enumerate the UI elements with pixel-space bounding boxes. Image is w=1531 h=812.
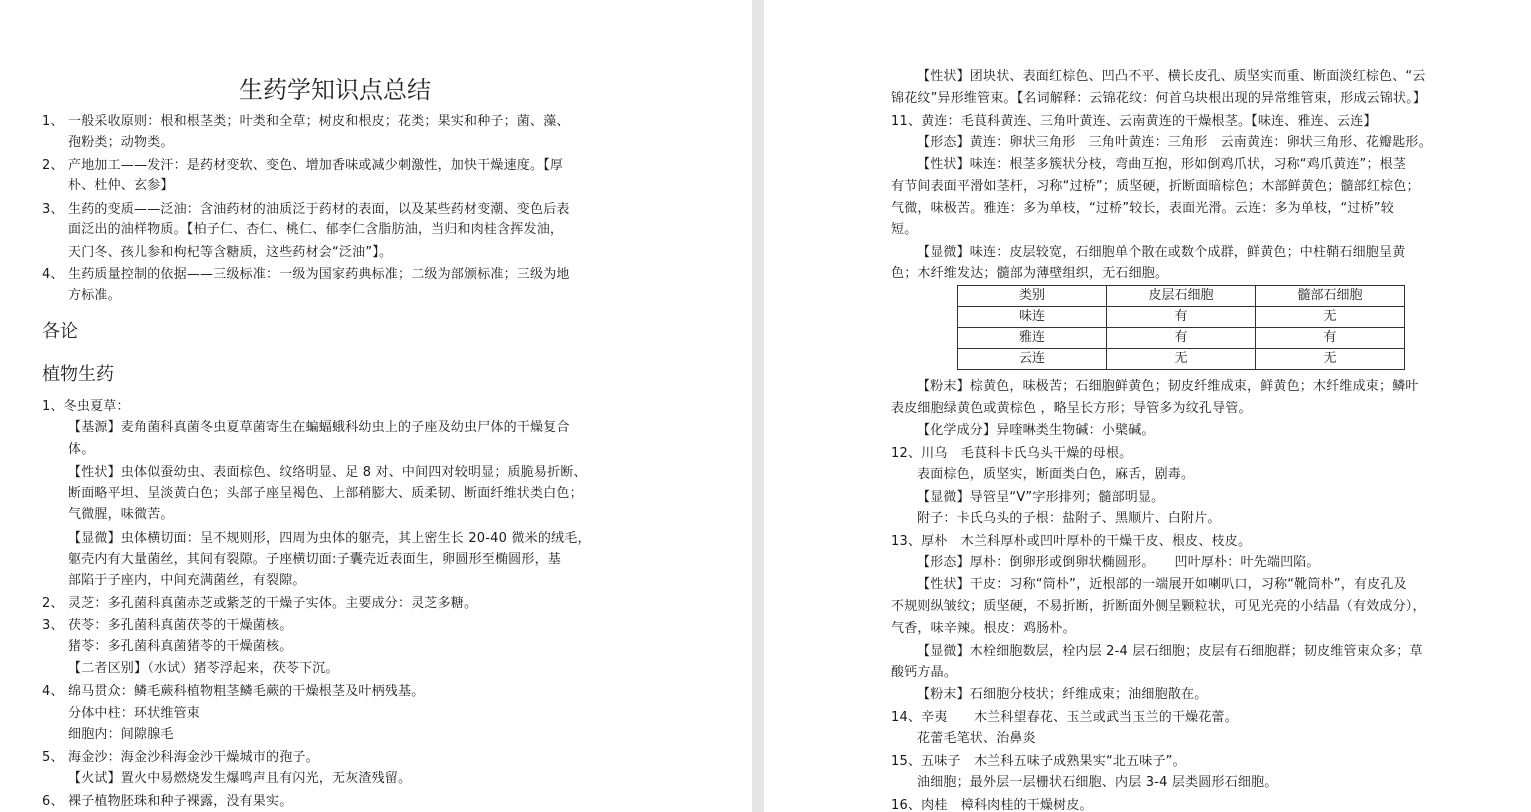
text-line: 12、川乌 毛茛科卡氏乌头干燥的母根。 [891, 446, 1133, 461]
text-line: 孢粉类；动物类。 [68, 135, 174, 150]
stone-cell-table [957, 285, 1405, 370]
text-line: 【化学成分】异喹啉类生物碱：小檗碱。 [917, 423, 1155, 438]
text-line: 短。 [891, 222, 918, 237]
text-line: 【性状】团块状、表面红棕色、凹凸不平、横长皮孔、质坚实而重、断面淡红棕色、“云 [917, 69, 1426, 84]
text-line: 【显微】味连：皮层较宽，石细胞单个散在或数个成群，鲜黄色；中柱鞘石细胞呈黄 [917, 245, 1406, 260]
text-line: 3、 茯苓：多孔菌科真菌茯苓的干燥菌核。 [42, 618, 293, 633]
text-line: 天门冬、孩儿参和枸杞等含糖质，这些药材会“泛油”】。 [68, 245, 393, 260]
text-line: 【二者区别】（水试）猪苓浮起来，茯苓下沉。 [68, 661, 339, 676]
text-line: 【形态】厚朴：倒卵形或倒卵状椭圆形。 凹叶厚朴：叶先端凹陷。 [917, 555, 1320, 570]
table-header-cell: 类别 [958, 286, 1107, 307]
text-line: 【显微】木栓细胞数层，栓内层 2-4 层石细胞；皮层有石细胞群；韧皮维管束众多；草 [917, 644, 1423, 659]
table-cell: 味连 [958, 307, 1107, 328]
table-header-cell: 皮层石细胞 [1107, 286, 1256, 307]
text-line: 【性状】虫体似蚕幼虫、表面棕色、纹络明显、足 8 对、中间四对较明显；质脆易折断、 [68, 465, 587, 480]
text-line: 2、 灵芝：多孔菌科真菌赤芝或紫芝的干燥子实体。主要成分：灵芝多糖。 [42, 596, 478, 611]
text-line: 附子：卡氏乌头的子根：盐附子、黑顺片、白附片。 [917, 511, 1221, 526]
text-line: 3、 生药的变质——泛油：含油药材的油质泛于药材的表面，以及某些药材变潮、变色后表 [42, 202, 570, 217]
table-header-row [958, 286, 1405, 307]
text-line: 【性状】味连：根茎多簇状分枝，弯曲互抱，形如倒鸡爪状，习称“鸡爪黄连”；根茎 [917, 157, 1407, 172]
text-line: 部陷于子座内，中间充满菌丝，有裂隙。 [68, 573, 306, 588]
text-line: 朴、杜仲、玄参】 [68, 178, 174, 193]
text-line: 6、 裸子植物胚珠和种子裸露，没有果实。 [42, 794, 293, 809]
text-line: 断面略平坦、呈淡黄白色；头部子座呈褐色、上部稍膨大、质柔韧、断面纤维状类白色； [68, 486, 583, 501]
text-line: 细胞内：间隙腺毛 [68, 727, 174, 742]
table-cell: 无 [1107, 349, 1256, 370]
text-line: 表面棕色，质坚实，断面类白色，麻舌，剧毒。 [917, 467, 1195, 482]
text-line: 1、 一般采收原则：根和根茎类；叶类和全草；树皮和根皮；花类；果实和种子；菌、藻、 [42, 114, 570, 129]
text-line: 1、冬虫夏草： [42, 399, 130, 414]
document-page-left [0, 0, 752, 812]
text-line: 【性状】干皮：习称“筒朴”，近根部的一端展开如喇叭口，习称“靴筒朴”，有皮孔及 [917, 577, 1407, 592]
text-line: 14、辛夷 木兰科望春花、玉兰或武当玉兰的干燥花蕾。 [891, 710, 1238, 725]
text-line: 体。 [68, 442, 95, 457]
text-line: 色；木纤维发达；髓部为薄壁组织，无石细胞。 [891, 266, 1169, 281]
document-title: 生药学知识点总结 [239, 76, 431, 104]
text-line: 2、 产地加工——发汗：是药材变软、变色、增加香味或减少刺激性，加快干燥速度。【厚 [42, 158, 564, 173]
text-line: 15、五味子 木兰科五味子成熟果实“北五味子”。 [891, 754, 1186, 769]
text-line: 表皮细胞绿黄色或黄棕色 ，略呈长方形；导管多为纹孔导管。 [891, 401, 1252, 416]
text-line: 分体中柱：环状维管束 [68, 706, 201, 721]
text-line: 有节间表面平滑如茎杆，习称“过桥”；质坚硬，折断面暗棕色；木部鲜黄色；髓部红棕色； [891, 179, 1420, 194]
table-cell: 有 [1256, 328, 1405, 349]
text-line: 16、肉桂 樟科肉桂的干燥树皮。 [891, 798, 1093, 812]
section-heading-plant-drugs: 植物生药 [42, 364, 114, 385]
text-line: 【火试】置火中易燃烧发生爆鸣声且有闪光，无灰渣残留。 [68, 771, 412, 786]
text-line: 气微腥，味微苦。 [68, 507, 174, 522]
table-cell: 云连 [958, 349, 1107, 370]
table-row [958, 349, 1405, 370]
section-heading-gelun: 各论 [42, 321, 78, 342]
text-line: 气微，味极苦。雅连：多为单枝，“过桥”较长，表面光滑。云连：多为单枝，“过桥”较 [891, 201, 1394, 216]
text-line: 11、黄连：毛茛科黄连、三角叶黄连、云南黄连的干燥根茎。【味连、雅连、云连】 [891, 114, 1377, 129]
document-page-right [764, 0, 1531, 812]
text-line: 【显微】导管呈“V”字形排列；髓部明显。 [917, 490, 1165, 505]
table-cell: 雅连 [958, 328, 1107, 349]
text-line: 锦花纹”异形维管束。【名词解释：云锦花纹：何首乌块根出现的异常维管束，形成云锦状。】 [891, 91, 1427, 106]
text-line: 酸钙方晶。 [891, 665, 958, 680]
text-line: 花蕾毛笔状、治鼻炎 [917, 731, 1036, 746]
table-header-cell: 髓部石细胞 [1256, 286, 1405, 307]
text-line: 4、 绵马贯众：鳞毛蕨科植物粗茎鳞毛蕨的干燥根茎及叶柄残基。 [42, 684, 425, 699]
text-line: 13、厚朴 木兰科厚朴或凹叶厚朴的干燥干皮、根皮、枝皮。 [891, 534, 1252, 549]
text-line: 面泛出的油样物质。【柏子仁、杏仁、桃仁、郁李仁含脂肪油，当归和肉桂含挥发油， [68, 222, 564, 237]
text-line: 5、 海金沙：海金沙科海金沙干燥城市的孢子。 [42, 750, 319, 765]
text-line: 【形态】黄连：卵状三角形 三角叶黄连：三角形 云南黄连：卵状三角形、花瓣匙形。 [917, 135, 1432, 150]
table-cell: 有 [1107, 307, 1256, 328]
text-line: 猪苓：多孔菌科真菌猪苓的干燥菌核。 [68, 639, 293, 654]
text-line: 4、 生药质量控制的依据——三级标准：一级为国家药典标准；二级为部颁标准；三级为地 [42, 267, 570, 282]
table-row [958, 328, 1405, 349]
text-line: 【粉末】石细胞分枝状；纤维成束；油细胞散在。 [917, 687, 1208, 702]
text-line: 油细胞；最外层一层栅状石细胞、内层 3-4 层类圆形石细胞。 [917, 775, 1278, 790]
table-cell: 无 [1256, 349, 1405, 370]
table-row [958, 307, 1405, 328]
table-cell: 无 [1256, 307, 1405, 328]
text-line: 不规则纵皱纹；质坚硬，不易折断，折断面外侧呈颗粒状，可见光亮的小结晶（有效成分）， [891, 599, 1426, 614]
text-line: 【粉末】棕黄色，味极苦；石细胞鲜黄色；韧皮纤维成束，鲜黄色；木纤维成束；鳞叶 [917, 379, 1419, 394]
text-line: 方标准。 [68, 288, 121, 303]
text-line: 【基源】麦角菌科真菌冬虫夏草菌寄生在蝙蝠蛾科幼虫上的子座及幼虫尸体的干燥复合 [68, 420, 570, 435]
text-line: 气香，味辛辣。根皮：鸡肠朴。 [891, 621, 1076, 636]
text-line: 【显微】虫体横切面：呈不规则形，四周为虫体的躯壳，其上密生长 20-40 微米的绒毛， [68, 531, 591, 546]
text-line: 躯壳内有大量菌丝，其间有裂隙。子座横切面:子囊壳近表面生，卵圆形至椭圆形，基 [68, 552, 561, 567]
table-cell: 有 [1107, 328, 1256, 349]
